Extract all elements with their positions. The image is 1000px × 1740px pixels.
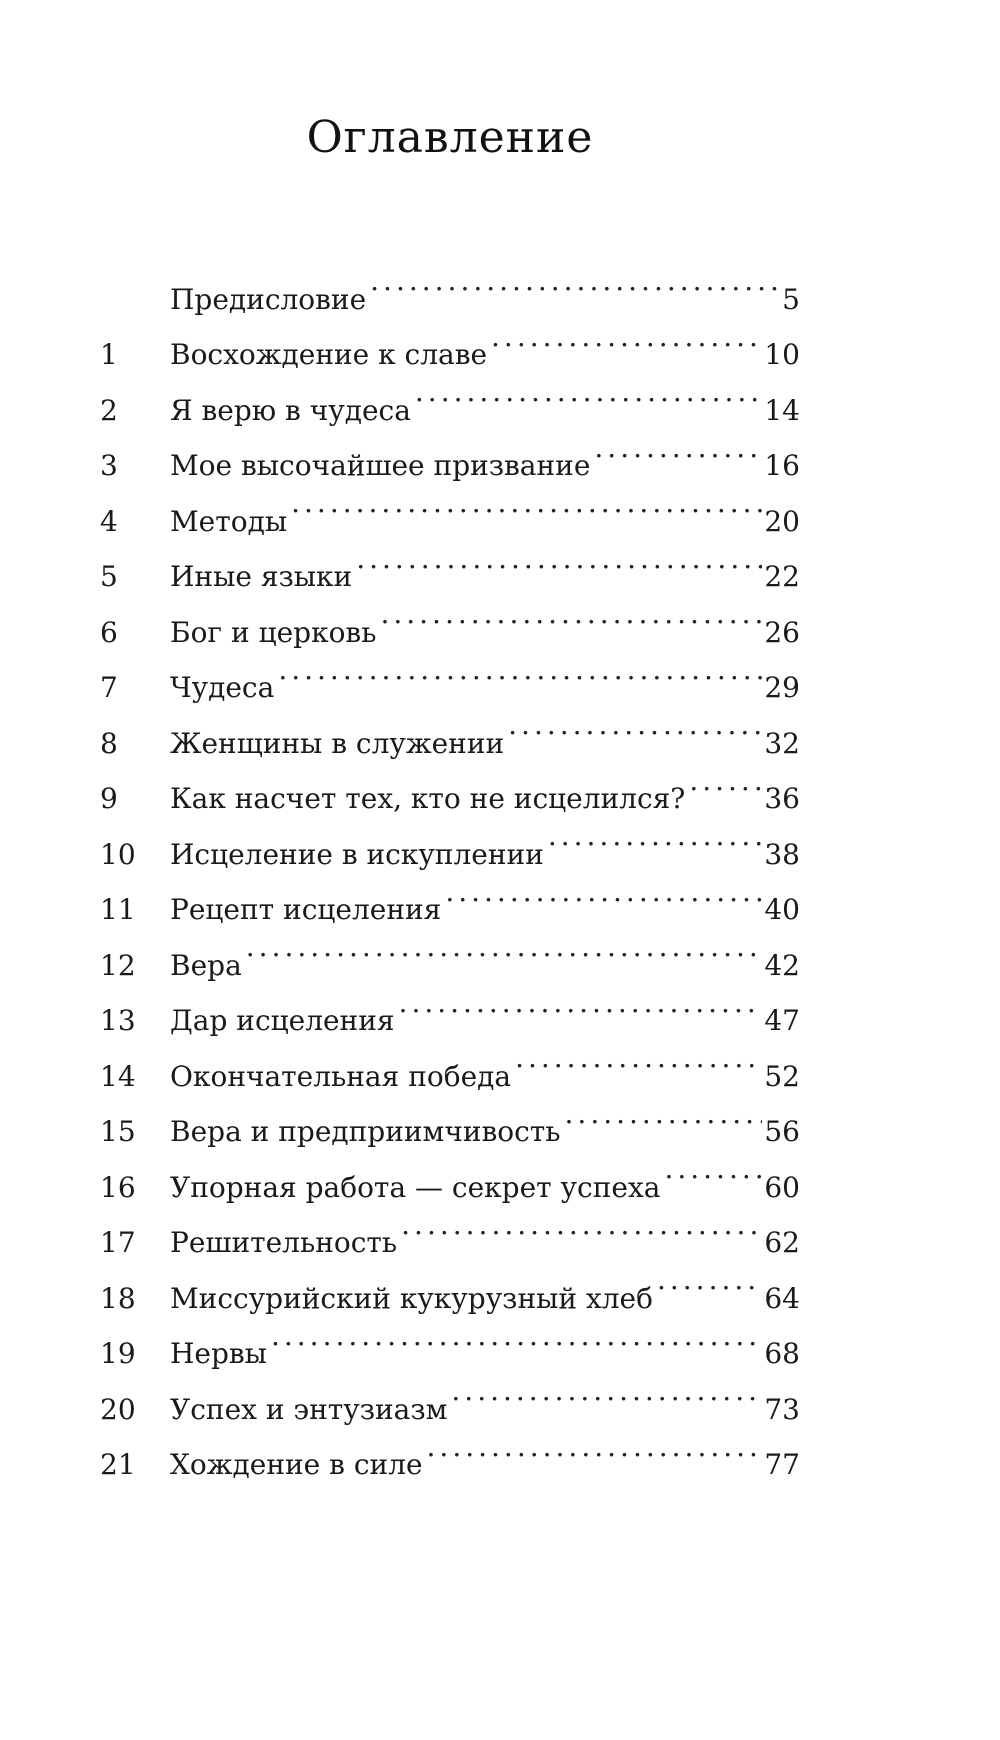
page-number: 16: [764, 449, 800, 482]
chapter-title: Успех и энтузиазм: [170, 1392, 448, 1426]
chapter-number: 20: [100, 1392, 136, 1426]
dot-leader: [415, 364, 762, 420]
chapter-title: Вера: [170, 948, 242, 982]
chapter-title: Женщины в служении: [170, 726, 505, 760]
dot-leader: [445, 864, 762, 920]
chapter-number: 11: [100, 893, 136, 926]
dot-leader: [657, 1252, 762, 1308]
page-number: 20: [764, 504, 800, 538]
chapter-title: Методы: [170, 504, 288, 538]
chapter-number: 16: [100, 1170, 136, 1204]
dot-leader: [401, 1197, 762, 1253]
page-number: 52: [764, 1059, 800, 1093]
chapter-number: 14: [100, 1059, 136, 1093]
chapter-number: 6: [100, 615, 118, 649]
page-number: 77: [764, 1448, 800, 1481]
page-number: 60: [764, 1170, 800, 1204]
page-number: 5: [782, 282, 800, 316]
chapter-number: 9: [100, 782, 118, 815]
page-title: Оглавление: [306, 112, 594, 163]
chapter-number: 5: [100, 560, 118, 593]
dot-leader: [491, 309, 762, 365]
chapter-title: Исцеление в искуплении: [170, 837, 544, 871]
page-number: 42: [764, 948, 800, 982]
chapter-number: 2: [100, 393, 118, 427]
chapter-title: Окончательная победа: [170, 1059, 512, 1093]
chapter-title: Нервы: [170, 1337, 267, 1370]
chapter-number: 13: [100, 1004, 136, 1037]
page-number: 36: [764, 782, 800, 815]
dot-leader: [508, 697, 762, 753]
dot-leader: [689, 753, 762, 809]
dot-leader: [356, 531, 762, 587]
dot-leader: [664, 1141, 762, 1197]
page-number: 56: [764, 1115, 800, 1148]
dot-leader: [565, 1086, 763, 1142]
page-number: 47: [764, 1004, 800, 1037]
page-number: 73: [764, 1392, 800, 1426]
page-number: 40: [764, 893, 800, 926]
chapter-title: Хождение в силе: [170, 1448, 423, 1481]
chapter-number: 21: [100, 1448, 136, 1481]
chapter-number: 8: [100, 726, 118, 760]
chapter-number: 19: [100, 1337, 136, 1370]
dot-leader: [427, 1419, 763, 1475]
chapter-title: Бог и церковь: [170, 615, 377, 649]
dot-leader: [271, 1308, 762, 1364]
chapter-number: 17: [100, 1226, 136, 1259]
chapter-number: 10: [100, 837, 136, 871]
chapter-title: Дар исцеления: [170, 1004, 395, 1037]
dot-leader: [594, 420, 762, 476]
toc-entry: [100, 253, 800, 316]
dot-leader: [399, 975, 763, 1031]
chapter-title: Как насчет тех, кто не исцелился?: [170, 782, 686, 815]
chapter-number: 12: [100, 948, 136, 982]
chapter-number: 4: [100, 504, 118, 538]
page-number: 10: [764, 338, 800, 371]
chapter-title: Миссурийский кукурузный хлеб: [170, 1281, 653, 1315]
dot-leader: [515, 1030, 762, 1086]
dot-leader: [380, 586, 762, 642]
chapter-title: Мое высочайшее призвание: [170, 449, 591, 482]
chapter-number: 18: [100, 1281, 136, 1315]
chapter-title: Восхождение к славе: [170, 338, 488, 371]
page-number: 29: [764, 671, 800, 704]
dot-leader: [246, 919, 763, 975]
page-number: 38: [764, 837, 800, 871]
table-of-contents: [100, 253, 800, 1481]
dot-leader: [451, 1363, 762, 1419]
chapter-title: Решительность: [170, 1226, 398, 1259]
page-number: 62: [764, 1226, 800, 1259]
chapter-title: Рецепт исцеления: [170, 893, 442, 926]
chapter-title: Упорная работа — секрет успеха: [170, 1170, 661, 1204]
page-number: 22: [764, 560, 800, 593]
chapter-title: Я верю в чудеса: [170, 393, 411, 427]
page-number: 14: [764, 393, 800, 427]
page-number: 32: [764, 726, 800, 760]
page-number: 64: [764, 1281, 800, 1315]
page-number: 26: [764, 615, 800, 649]
chapter-title: Вера и предприимчивость: [170, 1115, 561, 1148]
dot-leader: [291, 475, 762, 531]
dot-leader: [278, 642, 762, 698]
chapter-title: Предисловие: [170, 282, 367, 316]
chapter-title: Иные языки: [170, 560, 353, 593]
chapter-number: 3: [100, 449, 118, 482]
chapter-number: 15: [100, 1115, 136, 1148]
page-number: 68: [764, 1337, 800, 1370]
dot-leader: [370, 253, 780, 309]
chapter-number: 7: [100, 671, 118, 704]
chapter-number: 1: [100, 338, 118, 371]
dot-leader: [548, 808, 763, 864]
chapter-title: Чудеса: [170, 671, 275, 704]
